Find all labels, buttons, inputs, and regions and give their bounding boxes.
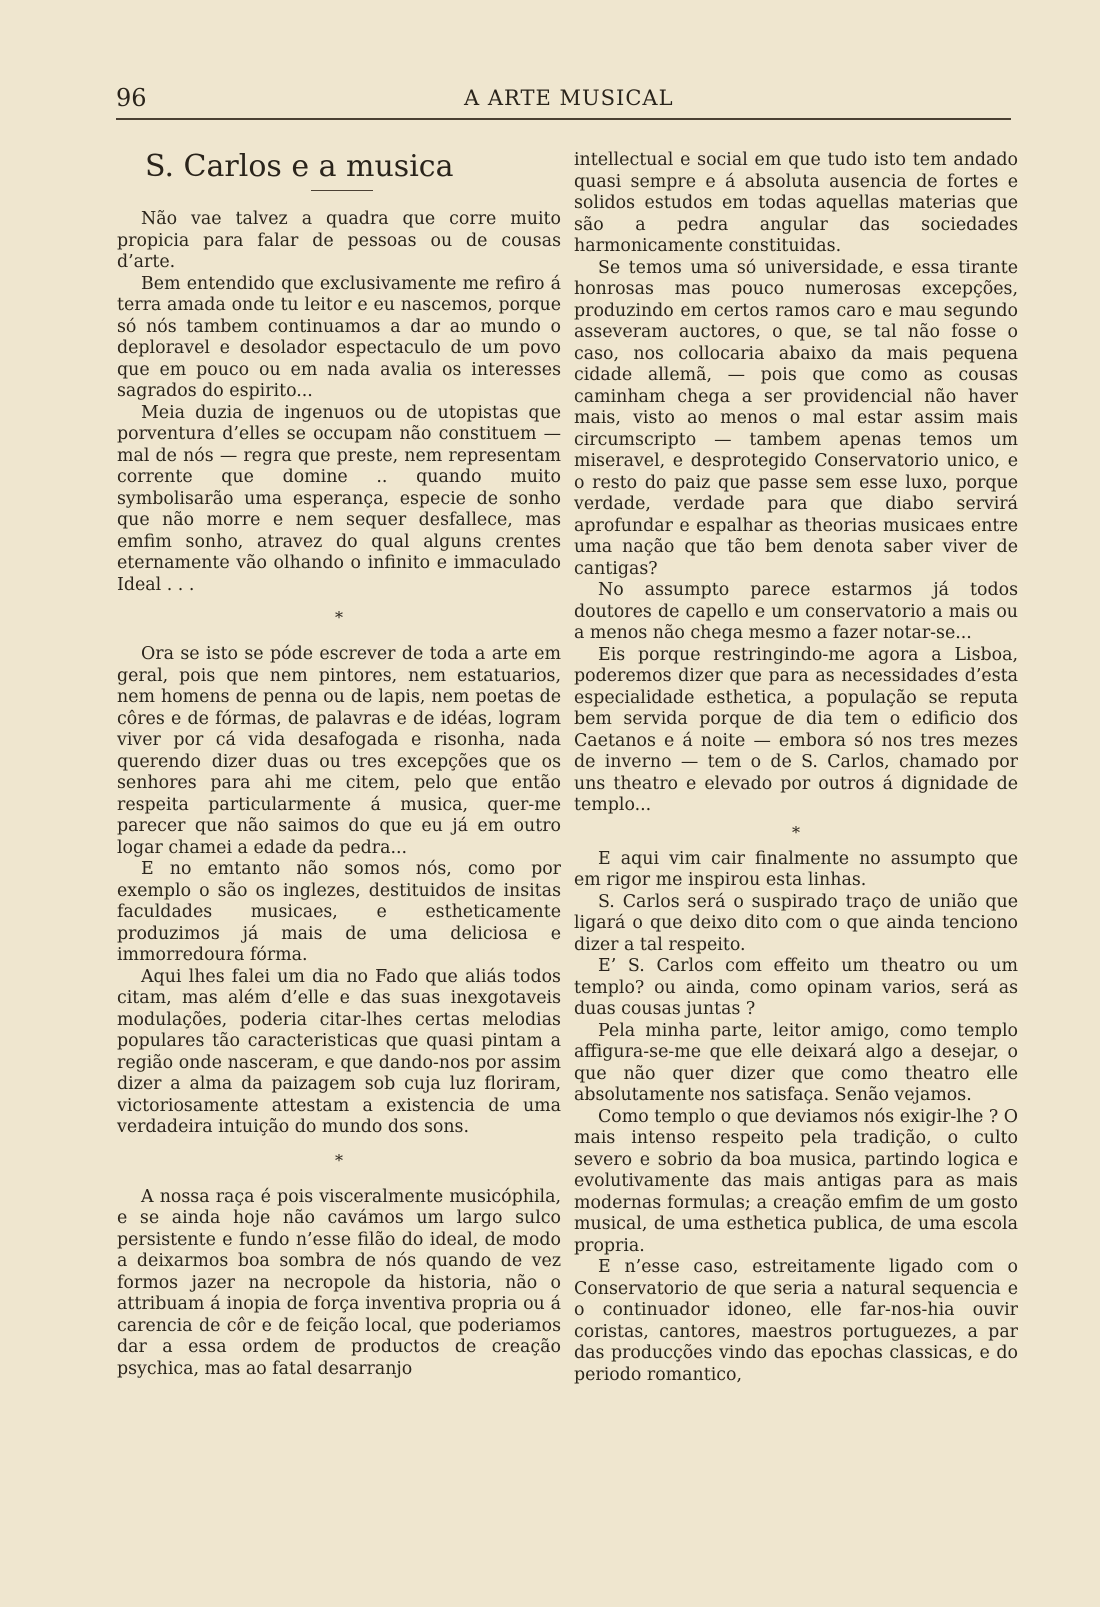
paragraph: Bem entendido que exclusivamente me refiro á terra amada onde tu leitor e eu nascemos, porque só nós tambem continuamos a dar ao mundo o deploravel e desolador espectaculo de um povo que em pouco ou em nada avalia os interesses sagrados do espirito... bbox=[117, 273, 561, 401]
paragraph: Se temos uma só universidade, e essa tirante honrosas mas pouco numerosas excepções, produzindo em certos ramos caro e mau segundo asseveram auctores, o que, se tal não fosse o caso, nos collocaria abaixo da mais pequena cidade allemã, — pois que como as cousas caminham chega a ser providencial não haver mais, visto ao menos o mal estar assim mais circumscripto — tambem apenas temos um miseravel, e desprotegido Conservatorio unico, e o resto do paiz que passe sem esse luxo, porque verdade, verdade para que diabo servirá aprofundar e espalhar as theorias musicaes entre uma nação que tão bem denota saber viver de cantigas? bbox=[574, 257, 1018, 579]
right-column bbox=[574, 150, 1018, 1386]
paragraph: Eis porque restringindo-me agora a Lisboa, poderemos dizer que para as necessidades d’esta especialidade esthetica, a população se reputa bem servida porque de dia tem o edificio dos Caetanos e á noite — embora só nos tres mezes de inverno — tem o de S. Carlos, chamado por uns theatro e elevado por outros á dignidade de templo... bbox=[574, 644, 1018, 815]
paragraph: intellectual e social em que tudo isto tem andado quasi sempre e á absoluta ausencia de fortes e solidos estudos em todas aquellas materias que são a pedra angular das sociedades harmonicamente constituidas. bbox=[574, 150, 1018, 256]
paragraph: E’ S. Carlos com effeito um theatro ou um templo? ou ainda, como opinam varios, será as duas cousas juntas ? bbox=[574, 956, 1018, 1019]
paragraph: S. Carlos será o suspirado traço de união que ligará o que deixo dito com o que ainda tenciono dizer a tal respeito. bbox=[574, 891, 1018, 955]
paragraph: No assumpto parece estarmos já todos doutores de capello e um conservatorio a mais ou a menos não chega mesmo a fazer notar-se... bbox=[574, 580, 1018, 643]
paragraph: Não vae talvez a quadra que corre muito propicia para falar de pessoas ou de cousas d’arte. bbox=[117, 209, 561, 272]
section-mark: * bbox=[792, 822, 800, 842]
paragraph: E aqui vim cair finalmente no assumpto que em rigor me inspirou esta linhas. bbox=[574, 848, 1018, 890]
paragraph: Meia duzia de ingenuos ou de utopistas que porventura d’elles se occupam não constituem — mal de nós — regra que preste, nem representam corrente que domine .. quando muito symbolisarão uma esperança, especie de sonho que não morre e nem sequer desfallece, mas emfim sonho, atravez do qual alguns crentes eternamente vão olhando o infinito e immaculado Ideal . . . bbox=[117, 402, 561, 595]
article-title: S. Carlos e a musica bbox=[145, 149, 454, 184]
paragraph: Aqui lhes falei um dia no Fado que aliás todos citam, mas além d’elle e das suas inexgotaveis modulações, poderia citar-lhes certas melodias populares tão caracteristicas que quasi pintam a região onde nasceram, e que dando-nos por assim dizer a alma da paizagem sob cuja luz floriram, victoriosamente attestam a existencia de uma verdadeira intuição do mundo dos sons. bbox=[117, 966, 561, 1137]
section-mark: * bbox=[335, 608, 343, 627]
paragraph: E no emtanto não somos nós, como por exemplo o são os inglezes, destituidos de insitas faculdades musicaes, e estheticamente produzimos já mais de uma deliciosa e immorredoura fórma. bbox=[117, 859, 561, 965]
paragraph: Pela minha parte, leitor amigo, como templo affigura-se-me que elle deixará algo a desejar, o que não quer dizer que como theatro elle absolutamente nos satisfaça. Senão vejamos. bbox=[574, 1020, 1018, 1105]
section-mark: * bbox=[335, 1150, 343, 1170]
running-title: A ARTE MUSICAL bbox=[464, 86, 674, 110]
paragraph: Como templo o que deviamos nós exigir-lhe ? O mais intenso respeito pela tradição, o culto severo e sobrio da boa musica, partindo logica e evolutivamente das mais antigas para as mais modernas formulas; a creação emfim de um gosto musical, de uma esthetica publica, de uma escola propria. bbox=[574, 1106, 1018, 1256]
title-rule bbox=[311, 190, 373, 191]
paragraph: A nossa raça é pois visceralmente musicóphila, e se ainda hoje não cavámos um largo sulco persistente e fundo n’esse filão do ideal, de modo a deixarmos boa sombra de nós quando de vez formos jazer na necropole da historia, não o attribuam á inopia de força inventiva propria ou á carencia de côr e de feição local, que poderiamos dar a essa ordem de productos de creação psychica, mas ao fatal desarranjo bbox=[117, 1186, 561, 1379]
page-number: 96 bbox=[116, 84, 147, 112]
paragraph: E n’esse caso, estreitamente ligado com o Conservatorio de que seria a natural sequencia e o continuador idoneo, elle far-nos-hia ouvir coristas, cantores, maestros portuguezes, a par das producções vindo das epochas classicas, e do periodo romantico, bbox=[574, 1257, 1018, 1385]
left-column bbox=[117, 150, 561, 1380]
header-rule bbox=[116, 118, 1011, 120]
paragraph: Ora se isto se póde escrever de toda a arte em geral, pois que nem pintores, nem estatuarios, nem homens de penna ou de lapis, nem poetas de côres e de fórmas, de palavras e de idéas, logram viver por cá vida desafogada e risonha, nada querendo dizer duas ou tres excepções que os senhores para ahi me citem, pelo que então respeita particularmente á musica, quer-me parecer que não saimos do que eu já em outro logar chamei a edade da pedra... bbox=[117, 644, 561, 858]
